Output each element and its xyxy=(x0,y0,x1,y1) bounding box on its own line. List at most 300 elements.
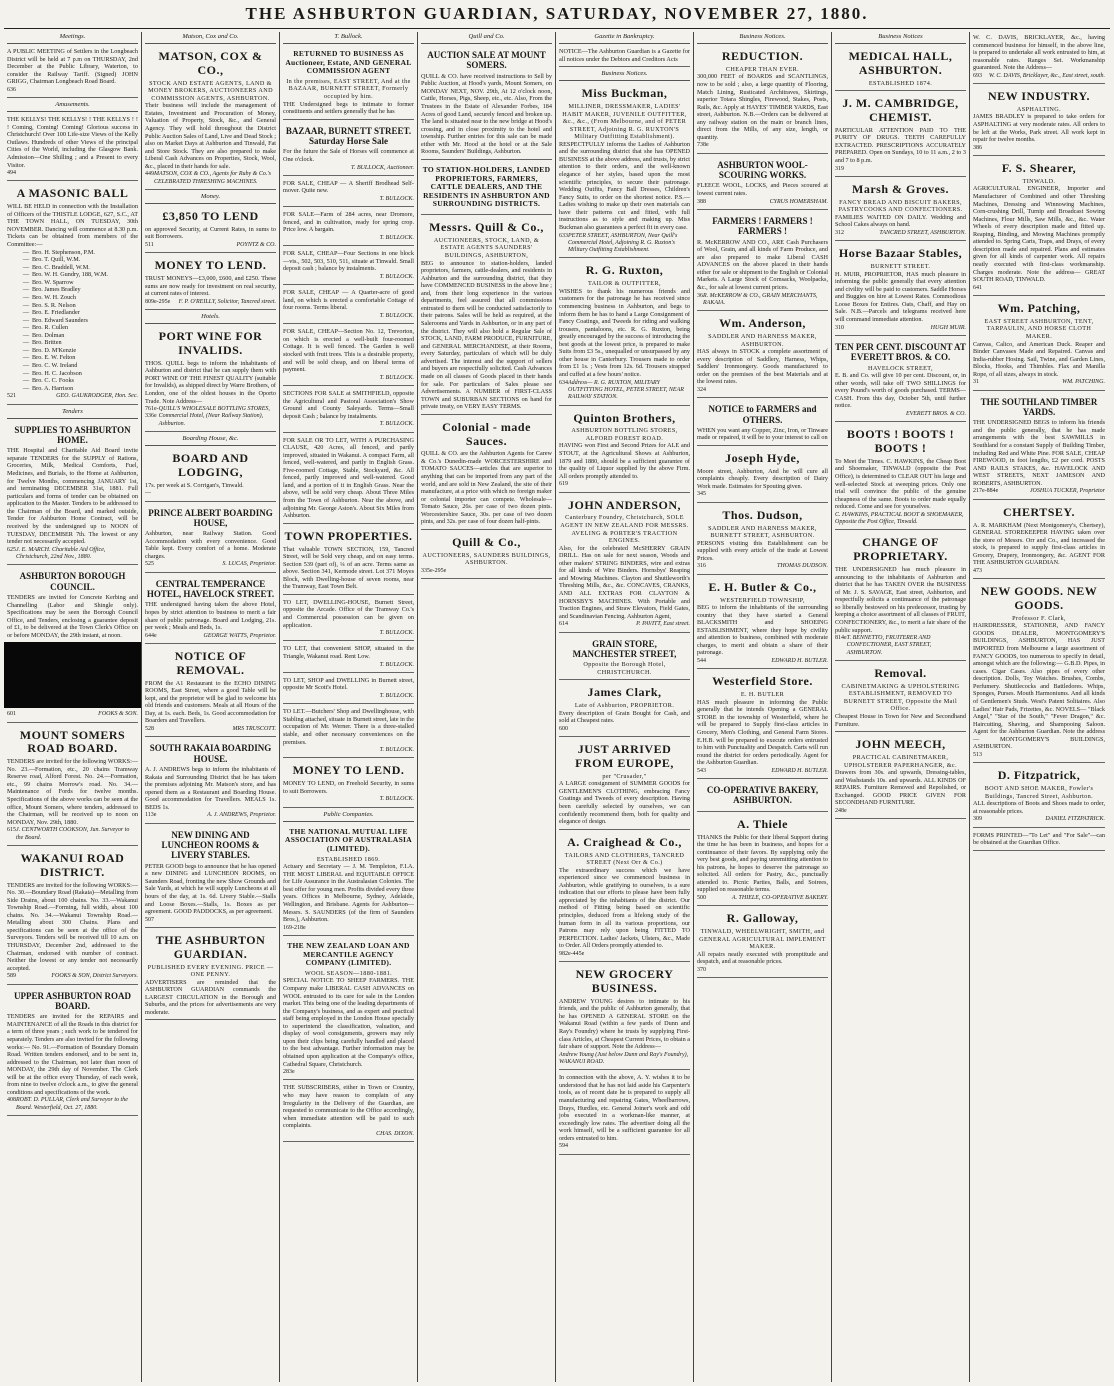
advertisement xyxy=(7,46,138,98)
ad-headline: THE SOUTHLAND TIMBER YARDS. xyxy=(980,396,1098,417)
ad-headline: CO-OPERATIVE BAKERY, ASHBURTON. xyxy=(706,785,819,806)
ad-signature: S. LUCAS, Proprietor. xyxy=(222,561,276,568)
ad-signature: T. BULLOCK. xyxy=(379,374,414,381)
ad-reference: 641 xyxy=(973,284,982,291)
list-item-text: Bro. W. Sparrow xyxy=(32,278,74,286)
list-bullet: — xyxy=(22,286,29,294)
ad-footer xyxy=(835,635,966,657)
advertisement xyxy=(421,46,552,160)
ad-footer xyxy=(835,411,966,418)
ad-subheading: Opposite the Borough Hotel, CHRISTCHURCH. xyxy=(583,661,666,676)
ad-signature: J. CENTWORTH COOKSON, Jun. Surveyor to the Board. xyxy=(16,827,130,841)
ad-footer xyxy=(559,380,690,402)
column-section-heading: T. Bullock. xyxy=(283,32,414,44)
ad-subheading: HAVELOCK STREET, xyxy=(868,364,933,372)
ad-footer xyxy=(559,726,690,733)
ad-footer xyxy=(283,693,414,700)
list-bullet: — xyxy=(22,339,29,347)
ad-signature: MRS TRUSCOTT. xyxy=(232,725,276,732)
ad-body: H. MUIR, PROPRIETOR, HAS much pleasure in informing the public generally that every attention and civility will be paid to customers. Saddle Horses and Buggies on hire at Lowest Rates. Commodious Loose Boxes for Entires. Oats, Chaff, and Hay on Sale. N.B.—Parcels and telegrams received here will command immediate attention. xyxy=(835,270,966,323)
ad-body: HAVING won First and Second Prizes for ALE and STOUT, at the Agricultural Shows at Ashburton, 1879 and 1880, should be a sufficient guarantee of the quality of Liquor supplied by the above Firm. All orders promptly attended to. xyxy=(559,442,690,480)
ad-footer xyxy=(697,563,828,570)
column-section-heading: Quill and Co. xyxy=(421,32,552,44)
ad-body: HAS always in STOCK a complete assortment of every description of Saddlery, Harness, Whips, Saddlers' Ironmongery. Goods manufactured to order on the premises of the best Materials and at the lowest rates. xyxy=(697,348,828,386)
advertisement xyxy=(973,158,1105,296)
ad-headline: THE NATIONAL MUTUAL LIFE ASSOCIATION OF AUSTRALASIA (LIMITED). xyxy=(285,826,412,853)
ad-signature: T. BULLOCK. xyxy=(379,421,414,428)
ad-body: FOR SALE, CHEAP — A Quarter-acre of good land, on which is erected a comfortable Cottage of four rooms. Terms liberal. xyxy=(283,289,414,312)
ad-body: TO LET, DWELLING-HOUSE, Burnett Street, opposite the Arcade. Office of the Tramway Co.'s and Commercial possession can be given on application. xyxy=(283,598,414,629)
advertisement xyxy=(835,46,966,91)
ad-body: WHEN you want any Copper, Zinc, Iron, or Tinware made or repaired, it will be to your interest to call on xyxy=(697,426,828,442)
list-item xyxy=(7,362,138,370)
list-item xyxy=(7,385,138,393)
ad-body: THE KELLYS! THE KELLYS! ! THE KELLYS ! ! ! Coming, Coming! Coming! Glorious success in Christchurch! Over 100 Life-size Views of the Kelly Outlaws. Hundreds of other Views of the principal Cities of the World, including the Glasgow Bank. Admission—One Shilling ; and a Present to every Visitor. xyxy=(7,116,138,169)
ad-headline: NEW INDUSTRY. xyxy=(987,89,1091,104)
ad-reference: 600 xyxy=(559,725,568,732)
column-3 xyxy=(280,32,418,1382)
ad-body: PERSONS visiting this Establishment can be supplied with every article of the trade at Lowest Prices. xyxy=(697,539,828,562)
ad-subheading: CHEAPER THAN EVER. xyxy=(725,65,800,73)
ad-footer xyxy=(283,375,414,382)
advertisement xyxy=(973,502,1105,579)
ad-footer xyxy=(145,917,276,924)
ad-signature: A. THIELE, CO-OPERATIVE BAKERY. xyxy=(731,895,828,902)
section-heading: Money. xyxy=(145,192,276,204)
list-item-text: Bro. W. H. Gundry, 188, W.M. xyxy=(32,271,108,279)
list-item xyxy=(7,271,138,279)
list-bullet: — xyxy=(22,362,29,370)
list-bullet: — xyxy=(22,346,29,354)
advertisement xyxy=(145,575,276,644)
ad-body: FOR SALE—Farm of 284 acres, near Dromore, fenced, and in cultivation, ready for spring crop. Price low. A bargain. xyxy=(283,211,414,234)
ad-headline: NOTICE OF REMOVAL. xyxy=(174,649,247,677)
ad-signature: GEO. GAUKRODGER, Hon. Sec. xyxy=(56,393,138,400)
ad-body: FAMILIES WAITED ON DAILY. Wedding and School Cakes always on hand. xyxy=(835,213,966,229)
advertisement xyxy=(283,209,414,246)
ad-footer xyxy=(973,816,1105,823)
advertisement xyxy=(283,526,414,595)
ad-footer xyxy=(559,621,690,628)
list-item-text: Bro. Edward Saunders xyxy=(32,316,88,324)
ad-body: THE UNDERSIGNED BEGS to inform his friends and the public generally, that he has made arrangements with the best SAWMILLS in Southland for a constant Supply of Building Timber, including Red and White Pine. FOR SALE, CHEAP FIREWOOD, in foot lengths, £2 per cord. POSTS AND RAILS STAKES, &c. HAVELOCK AND WEST STREETS, NEXT JAMESON AND ROBERTS, ASHBURTON. xyxy=(973,419,1105,487)
section-heading: Tenders xyxy=(7,407,138,419)
section-heading: Boarding House, &c. xyxy=(145,434,276,446)
ad-headline: NEW GROCERY BUSINESS. xyxy=(575,967,674,995)
ad-headline: D. Fitzpatrick, xyxy=(997,768,1081,783)
ad-subheading: Canterbury Foundry, Christchurch, SOLE AGENT IN NEW ZEALAND FOR MESSRS. AVELING & PORTER'S TRACTION ENGINES. xyxy=(560,514,689,545)
ad-headline: A MASONIC BALL xyxy=(16,186,129,201)
ad-signature: C. HAWKINS, PRACTICAL BOOT & SHOEMAKER, Opposite the Post Office, Tinwald. xyxy=(835,511,964,526)
ad-footer xyxy=(283,796,414,803)
advertisement xyxy=(559,739,690,830)
ad-footer xyxy=(145,242,276,249)
ad-reference: 473 xyxy=(973,567,982,574)
ad-footer xyxy=(835,512,966,527)
advertisement xyxy=(697,505,828,575)
ad-signature: PETER STREET, ASHBURTON, Near Quill's Commercial Hotel, Adjoining R. G. Ruxton's Military Outfitting Establishment. xyxy=(568,232,678,254)
list-item-text: Bro. Britten xyxy=(32,339,62,347)
committee-list xyxy=(7,249,138,393)
ad-headline: ASHBURTON BOROUGH COUNCIL. xyxy=(19,571,126,592)
column-6 xyxy=(694,32,832,1382)
ad-subheading: ASPHALTING. xyxy=(1016,105,1062,113)
ad-reference: 982e-445e xyxy=(559,950,585,957)
ad-footer xyxy=(697,491,828,498)
ad-signature: EDWARD H. BUTLER. xyxy=(771,767,828,774)
advertisement xyxy=(7,567,138,722)
list-item xyxy=(7,332,138,340)
ad-signature: J. E. MARCH. Charitable Aid Office, Christchurch, 22nd Nov., 1880. xyxy=(16,546,106,560)
ad-footer xyxy=(283,747,414,754)
ad-body: FOR SALE, CHEAP — A Sheriff Brodhead Self-mover. Quite new. xyxy=(283,179,414,195)
ad-headline: TO STATION-HOLDERS, LANDED PROPRIETORS, FARMERS, CATTLE DEALERS, AND THE RESIDENTS IN ASHBURTON AND SURROUNDING DISTRICTS. xyxy=(422,164,551,209)
list-item xyxy=(7,309,138,317)
ad-reference: — xyxy=(145,490,151,497)
advertisement xyxy=(7,848,138,985)
advertisement xyxy=(973,393,1105,500)
ad-headline: Colonial - made Sauces. xyxy=(442,419,531,448)
advertisement xyxy=(283,435,414,524)
ad-footer xyxy=(835,166,966,173)
advertisement xyxy=(559,964,690,1070)
ad-subheading: WESTERFIELD TOWNSHIP, xyxy=(720,596,805,604)
ad-headline: Joseph Hyde, xyxy=(725,451,800,465)
list-item xyxy=(7,294,138,302)
ad-reference: 636 xyxy=(7,86,16,93)
ad-footer xyxy=(283,662,414,669)
ad-body: TENDERS are invited for the following WORKS:— No. 30.—Boundary Road (Rakaia)—Metalling from Side Drains, about 100 chains. No. 33.—Wakanui Township Road.—Forming, full width, about 100 chains. No. 34.—Wakanui Township Road.—Metalling about 300 Chains. Plans and specifications can be seen at the office of the Surveyors. Tenders will be received till 10 a.m. on THURSDAY, December 2nd, addressed to the Chairman, endorsed with number of contract. Neither the lowest or any tender not necessarily accepted. xyxy=(7,881,138,972)
list-bullet: — xyxy=(22,354,29,362)
ad-headline: Westerfield Store. xyxy=(712,674,813,689)
ad-headline: Removal. xyxy=(874,666,927,680)
ad-subheading: AUCTIONEERS, SAUNDERS BUILDINGS, ASHBURTON. xyxy=(422,551,551,567)
ad-reference: 388 xyxy=(697,198,706,205)
ad-reference: 634 xyxy=(559,379,568,386)
section-heading: Hotels. xyxy=(145,312,276,324)
ad-signature: TANCRED STREET, ASHBURTON. xyxy=(879,229,966,236)
ad-subheading: Professor F. Clark, xyxy=(1012,614,1066,622)
list-bullet: — xyxy=(22,377,29,385)
ad-headline: Quinton Brothers, xyxy=(573,410,676,425)
ad-headline: PORT WINE FOR INVALIDS. xyxy=(158,329,263,357)
advertisement xyxy=(559,46,690,67)
ad-body: Cheapest House in Town for New and Secondhand Furniture. xyxy=(835,713,966,728)
ad-headline: MATSON, COX & CO., xyxy=(158,49,263,77)
ad-body: FLEECE WOOL, LOCKS, and Pieces scoured at lowest current rates. xyxy=(697,182,828,198)
ad-headline: RETURNED TO BUSINESS AS Auctioneer, Estate, AND GENERAL COMMISSION AGENT xyxy=(285,49,412,76)
ad-body: FOR SALE, CHEAP—Section No. 12, Trevorton, on which is erected a well-built four-roomed Cottage. It is well fenced. The Garden is well stocked with fruit trees. This is a desirable property, and will be sold cheap, and on liberal terms of payment. xyxy=(283,328,414,374)
ad-signature: JOSHUA TUCKER, Proprietor xyxy=(1029,488,1105,495)
ad-subheading: PRACTICAL CABINETMAKER, UPHOLSTERER PAPERHANGER, &c. xyxy=(843,753,958,769)
advertisement xyxy=(559,260,690,405)
ad-reference: 615 xyxy=(7,827,16,834)
ad-reference: 525 xyxy=(145,561,154,568)
list-bullet: — xyxy=(22,263,29,271)
advertisement xyxy=(283,248,414,285)
ad-reference: 500 xyxy=(697,895,706,902)
ad-body: ALL descriptions of Boots and Shoes made to order, at reasonable prices. xyxy=(973,800,1105,815)
column-2 xyxy=(142,32,280,1382)
ad-signature: GEORGE WATTS, Proprietor. xyxy=(203,632,276,639)
ad-reference: 345 xyxy=(697,491,706,498)
advertisement xyxy=(973,86,1105,156)
ad-footer xyxy=(7,547,138,562)
ad-signature: Address— R. G. RUXTON, MILITARY OUTFITTING HOTEL, PETER STREET, NEAR RAILWAY STATION. xyxy=(568,379,684,401)
list-item-text: Bro. H. C. Jacobson xyxy=(32,369,82,377)
list-item-text: Bro. Dolman xyxy=(32,331,65,339)
ad-reference: 761e-336e xyxy=(145,406,159,420)
list-item-text: Bro. C. W. Ireland xyxy=(32,362,78,370)
advertisement xyxy=(559,832,690,962)
ad-body: QUILL & CO. are the Ashburton Agents for Carew & Co.'s Dunedin-made WORCESTERSHIRE and TOMATO SAUCES—articles that are superior to anything that can be imported from any part of the world, and are sold in New Zealand, the site of their manufacture, at a price with which no foreign maker or colonial importer can compete. Wholesale—Tomato Sauce, 26s. per case of two dozen pints. Worcestershire Sauce, 30s. per case of two dozen pints, and 32s. per case of four dozen half-pints. xyxy=(421,450,552,526)
ad-footer xyxy=(283,235,414,242)
advertisement xyxy=(145,448,276,501)
ad-headline: MONEY TO LEND. xyxy=(292,763,405,778)
ad-subheading: TINWALD, WHEELWRIGHT, SMITH, and GENERAL AGRICULTURAL IMPLEMENT MAKER. xyxy=(699,928,826,951)
ad-footer xyxy=(421,568,552,575)
ad-body: PETER GOOD begs to announce that he has opened a new DINING and LUNCHEON ROOMS, on Saunders Road, fronting the new Show Grounds and Sale Yards, at which he will supply Luncheons at all hours of the day, at 1s. 6d. Livery Stable.—Stalls and Loose Boxes.—Stalls, 1s. Boxes as per agreement. GOOD PADDOCKS, as per agreement. xyxy=(145,862,276,916)
advertisement xyxy=(145,826,276,928)
ad-reference: 521 xyxy=(7,393,16,400)
ad-body: R. McKERROW AND CO., ARE Cash Purchasers of Wool, Grain, and all kinds of Farm Produce, and are also prepared to make Liberal CASH ADVANCES on the above placed in their hands either for sale or shipment to the English or Colonial Markets. A Large Stock of Cornsacks, Woolpacks, &c., for sale at lowest current prices. xyxy=(697,238,828,291)
ad-headline: JOHN MEECH, xyxy=(855,737,946,752)
advertisement xyxy=(283,178,414,207)
advertisement xyxy=(283,938,414,1081)
ad-headline: BAZAAR, BURNETT STREET. Saturday Horse Sale xyxy=(285,125,412,147)
advertisement xyxy=(145,930,276,1021)
ad-headline: SUPPLIES TO ASHBURTON HOME. xyxy=(14,424,131,445)
advertisement xyxy=(421,162,552,215)
ad-subheading: TAILOR & OUTFITTER, xyxy=(588,280,661,288)
advertisement xyxy=(421,532,552,579)
advertisement xyxy=(697,212,828,311)
ad-reference: 693 xyxy=(973,72,982,79)
ad-body: BEG to announce to station-holders, landed proprietors, farmers, cattle-dealers, and residents in Ashburton and the surrounding district, that they have COMMENCED BUSINESS in the above line ; and, from their long experience in the various departments, feel assured that all commissions entrusted to them will be conducted satisfactorily to their patrons. Sales will be held as required, at the Salerooms and Yards in Ashburton, or in any part of the district. They will also hold a Regular Sale of STOCK, LAND, FARM PRODUCE, FURNITURE, and GENERAL MERCHANDISE, at their Rooms, every Saturday, particulars of which will be duly advertised. The interest and the support of sellers and buyers are respectfully solicited. Cash Advances made on all classes of Goods placed in their hands for sale. For particulars of Sales please see Advertisements. A NUMBER of FIRST-CLASS TOWN and SUBURBAN SECTIONS on hand for private treaty, on VERY EASY TERMS. xyxy=(421,259,552,411)
ad-headline: MOUNT SOMERS ROAD BOARD. xyxy=(19,727,126,756)
ad-reference: 248e xyxy=(835,807,847,814)
ad-body: Every description of Grain Bought for Cash, and sold at Cheapest rates. xyxy=(559,709,690,725)
list-bullet: — xyxy=(22,316,29,324)
advertisement xyxy=(283,643,414,672)
ad-headline: Quill & Co., xyxy=(452,534,521,549)
ad-body: QUILL & CO. have received instructions to Sell by Public Auction, at Hood's yards, Mount Somers, on MONDAY NEXT, NOV. 29th, At 12 o'clock noon, Cattle, Horses, Pigs, Sheep, etc., etc. Also, From the Trustees in the Estate of Alexander Forbes, 184 Acres of good Land, securely fenced and broken up. The land is situated near to the new bridge at Hood's crossing, and in close proximity to the hotel and township. Further entries for this sale can be made either with Mr. Hood at the hotel or at the Sale Rooms, Saunders' Buildings, Ashburton. xyxy=(421,72,552,156)
ad-body: JAMES BRADLEY is prepared to take orders for ASPHALTING at very moderate rates. All orders to be left at the Works, Park street. All work kept in repair for twelve months. xyxy=(973,113,1105,144)
ad-body: 17s. per week at S. Corrigan's, Tinwald. xyxy=(145,481,244,489)
ad-headline: Wm. Patching, xyxy=(997,301,1081,316)
ad-headline: R. Galloway, xyxy=(726,911,799,926)
ad-reference: 408 xyxy=(7,1097,16,1104)
list-item-text: Bro. A. Harrison xyxy=(32,384,74,392)
ad-headline: NEW DINING AND LUNCHEON ROOMS & LIVERY STABLES. xyxy=(161,829,260,861)
ad-headline: TEN PER CENT. DISCOUNT AT EVERETT BROS. & CO. xyxy=(835,341,966,363)
ad-signature: T. BULLOCK. xyxy=(379,312,414,319)
ad-footer xyxy=(835,808,966,815)
ad-signature: EDWARD H. BUTLER. xyxy=(771,658,828,665)
advertisement xyxy=(973,581,1105,763)
advertisement xyxy=(835,734,966,819)
section-heading: Business Notices. xyxy=(559,69,690,81)
ad-body: TENDERS are invited for Concrete Kerbing and Channelling (Labor and Shingle only). Specifications may be seen the Borough Council Office, and Tenders, enclosing a guarantee deposit of £1, to be delivered at the Town Clerk's Office on or before MONDAY, the 29th instant, at noon. xyxy=(7,593,138,639)
ad-subheading: Late of Ashburton, PROPRIETOR. xyxy=(574,702,675,710)
ad-subheading: BOOT AND SHOE MAKER, Fowler's Buildings, Tancred Street, Ashburton. xyxy=(984,785,1094,800)
ad-footer xyxy=(559,1143,690,1150)
ad-subheading: CABINETMAKING & UPHOLSTERING ESTABLISHMENT, REMOVED TO BURNETT STREET, Opposite the Mail Office. xyxy=(841,682,960,713)
ad-body: Their business will include the management of Estates, Investment and Procuration of Money, Valuation of Property, Stock, &c., and General Agency. They will hold throughout the District Public Auction Sales of Land, Live and Dead Stock ; also on Market Days at Ashburton and Tinwald, Fat and Store Stock. They are also prepared to make Liberal Cash Advances on Properties, Stock, Wool, &c., placed in their hands for sale. xyxy=(145,102,276,170)
ad-signature: FOOKS & SON. xyxy=(98,711,138,718)
ad-footer xyxy=(973,379,1105,386)
ad-signature: QUILL'S WHOLESALE BOTTLING STORES, Commercial Hotel, (Near Railway Station), Ashburton. xyxy=(158,406,270,427)
ad-reference: 614 xyxy=(559,621,568,628)
ad-headline: JUST ARRIVED FROM EUROPE, xyxy=(575,742,674,770)
ad-headline: BOOTS ! BOOTS ! BOOTS ! xyxy=(846,427,955,456)
ad-body: W. C. DAVIS, BRICKLAYER, &c., having commenced business for himself, in the above line, is prepared to undertake all work entrusted to him, at reasonable rates. Ranges Set. Workmanship guaranteed. Note the Address— xyxy=(973,34,1105,72)
list-bullet: — xyxy=(22,248,29,256)
ad-reference: 217e-884e xyxy=(973,488,999,495)
ad-body: RESPECTFULLY informs the Ladies of Ashburton and the surrounding district that she has OPENED BUSINESS at the above address, and trusts, by strict attention to their orders, and the well-known elegance of her styles, based upon the most scientific principles, to secure their patronage. Wedding Outfits, Fancy Ball Dresses, Children's Fancy Suits, to order on the shortest notice. P.S.—Ladies wishing to make up their own materials can have their patterns cut and fitted, with full instructions as to style and making up. Miss Buckman also guarantees a perfect fit in every case. xyxy=(559,140,690,231)
list-item-text: Bro. C. C. Fooks xyxy=(32,377,74,385)
ad-reference: 644e xyxy=(145,632,157,639)
ad-footer xyxy=(973,488,1105,495)
ad-signature: HUGH MUIR. xyxy=(930,324,966,331)
ad-headline: THE ASHBURTON GUARDIAN. xyxy=(155,932,266,961)
redaction-block xyxy=(4,642,141,708)
ad-footer xyxy=(145,299,276,306)
ad-subheading: WOOL SEASON—1880-1881. xyxy=(304,969,393,977)
ad-signature: T. BULLOCK. xyxy=(379,796,414,803)
column-7 xyxy=(832,32,970,1382)
list-bullet: — xyxy=(22,331,29,339)
ad-headline: JOHN ANDERSON, xyxy=(567,497,681,512)
advertisement xyxy=(7,183,138,404)
ad-body: HAIRDRESSER, STATIONER, AND FANCY GOODS DEALER, MONTGOMERY'S BUILDINGS, ASHBURTON, HAS JUST IMPORTED from Melbourne a large assortment of FANCY GOODS, too numerous to specify in detail, amongst which are the following:— G.B.D. Pipes, in cases. Cigar Cases. Also pipes of every other description. Dolls, Toy Watches. Brushes, Combs, Perfumery. Shuttlecocks and Battledores. Whips, Sponges, Purses. Mouth Harmoniums. And all kinds of Gentlemen's Studs. West's Patent Solitaires. Also Ladies' Hair Pads, Frizettes, &c. NOVELS— "Black Angel," "Star of the South," "Fever Dragon," &c. Haircutting, Shaving, and Shampooing Saloon. Agent for the Ashburton Guardian. Note the address— MONTGOMERY'S BUILDINGS, ASHBURTON. xyxy=(973,622,1105,751)
advertisement xyxy=(559,1072,690,1154)
ad-signature: T. BULLOCK. xyxy=(379,630,414,637)
list-item xyxy=(7,256,138,264)
advertisement xyxy=(283,287,414,324)
ad-footer xyxy=(7,827,138,842)
ad-reference: 544 xyxy=(697,658,706,665)
list-item-text: Bro. James Bradley xyxy=(32,286,81,294)
ad-footer xyxy=(283,196,414,203)
ad-body: FROM the A1 Restaurant to the ECHO DINING ROOMS, East Street, where a good Table will be kept, and the proprietor will be glad to welcome his old friends and customers. Meals at all Hours of the Day, at 1s. each. Beds, 1s. Good accommodation for Boarders and Travellers. xyxy=(145,679,276,725)
ad-subheading: BURNETT STREET. xyxy=(870,263,931,271)
ad-subheading: MILLINER, DRESSMAKER, LADIES' HABIT MAKER, JUVENILE OUTFITTER, &c., &c., (From Melbourne, and of PETER STREET, Adjoining R. G. RUXTON'S Military Outfitting Establishment). xyxy=(562,102,687,141)
ad-footer xyxy=(283,313,414,320)
ad-reference: 494 xyxy=(7,170,16,177)
list-item xyxy=(7,354,138,362)
ad-headline: CHANGE OF PROPRIETARY. xyxy=(853,535,948,564)
ad-body: ANDREW YOUNG desires to intimate to his friends, and the public of Ashburton generally, that he has OPENED A GENERAL STORE on the Wakanui Road (within a few yards of Dunn and Ray's Foundry) where he trusts by supplying First-class Articles, at Cheapest Current Prices, to obtain a fair share of support. Note the Address— xyxy=(559,997,690,1051)
advertisement xyxy=(559,635,690,681)
section-heading: Amusements. xyxy=(7,100,138,112)
ad-reference: 386 xyxy=(973,144,982,151)
ad-footer xyxy=(145,812,276,819)
list-item xyxy=(7,347,138,355)
ad-signature: A. J. ANDREWS, Proprietor. xyxy=(207,812,276,819)
ad-body: THOS. QUILL begs to inform the inhabitants of Ashburton and district that he can supply them with PORT WINE OF THE FINEST QUALITY (suitable for Invalids), as shipped direct by Warre Brothers, of London, one of the oldest houses in the Oporto Trade. Note Address— xyxy=(145,359,276,405)
list-bullet: — xyxy=(22,293,29,301)
advertisement xyxy=(7,987,138,1117)
ad-reference: 513 xyxy=(973,751,982,758)
ad-subheading: per "Crusader," xyxy=(602,772,647,780)
ad-reference: 809e-295e xyxy=(145,298,171,305)
advertisement xyxy=(145,326,276,432)
ad-headline: UPPER ASHBURTON ROAD BOARD. xyxy=(13,990,132,1011)
list-item xyxy=(7,249,138,257)
advertisement xyxy=(283,824,414,936)
ad-reference: 511 xyxy=(145,241,154,248)
list-item xyxy=(7,317,138,325)
ad-body: WISHES to thank his numerous friends and customers for the patronage he has received since commencing business in Ashburton, and begs to inform them he has to hand a Large Consignment of Fancy Coatings, and Tweeds for riding and walking trousers, pantaloons, etc. R. G. Ruxton, being greatly encouraged by the success of introducing the best goods at the lowest price, is prepared to make Suits from £3 5s., unequalled or unsurpassed by any other house in Canterbury. Trousers made to order from £1 1s. ; Vests from 12s. 6d. Trousers strapped and cuffed at a few hours' notice. xyxy=(559,287,690,379)
ad-headline: Messrs. Quill & Co., xyxy=(429,220,544,235)
ad-subheading: TINWALD. xyxy=(1022,177,1056,185)
advertisement xyxy=(283,388,414,433)
advertisement xyxy=(697,400,828,446)
advertisement xyxy=(145,739,276,823)
advertisement xyxy=(697,577,828,670)
list-bullet: — xyxy=(22,309,29,317)
ad-subheading: AUCTIONEERS, STOCK, LAND, & ESTATE AGENTS SAUNDERS' BUILDINGS, ASHBURTON, xyxy=(433,236,540,259)
ad-footer xyxy=(283,1069,414,1076)
ad-reference: 316 xyxy=(697,563,706,570)
ad-reference: 528 xyxy=(145,725,154,732)
list-item-text: Bro. C. Braddell, W.M. xyxy=(32,263,90,271)
ad-footer xyxy=(283,925,414,932)
list-item xyxy=(7,286,138,294)
list-bullet: — xyxy=(22,271,29,279)
ad-reference: 633 xyxy=(559,232,568,239)
column-section-heading: Meetings. xyxy=(7,32,138,44)
ad-footer xyxy=(697,895,828,902)
list-item xyxy=(7,302,138,310)
ad-signature: T. BULLOCK. xyxy=(379,661,414,668)
ad-headline: ASHBURTON WOOL-SCOURING WORKS. xyxy=(717,159,808,181)
list-bullet: — xyxy=(22,369,29,377)
ad-body: TO LET.—Butchers' Shop and Dwellinghouse, with Stabling attached, situate in Burnett street, late in the occupation of Mr. Werner. There is a three-stalled stable, and other necessary conveniences on the premises. xyxy=(283,708,414,746)
ad-footer xyxy=(145,633,276,640)
ad-body: THE Undersigned begs to intimate to former constituents and settlers generally that he has xyxy=(283,100,414,116)
advertisement xyxy=(283,122,414,176)
ad-headline: Thos. Dudson, xyxy=(722,507,803,522)
column-section-heading: Business Notices. xyxy=(697,32,828,44)
ad-reference: 309 xyxy=(973,816,982,823)
ad-signature: W. C. DAVIS, Bricklayer, &c., East street, south. xyxy=(988,72,1105,79)
ad-subheading: STOCK AND ESTATE AGENTS, LAND & MONEY BROKERS, AUCTIONEERS AND COMMISSION AGENTS, ASHBURTON. xyxy=(148,79,273,102)
ad-signature: T. BULLOCK. xyxy=(379,273,414,280)
ad-body: WILL BE HELD in connection with the Installation of Officers of the THISTLE LODGE, 627, S.C., AT THE TOWN HALL, ON TUESDAY, 30th NOVEMBER. Dancing will commence at 8.30 p.m. Tickets can be obtained from members of the Committee:— xyxy=(7,203,138,249)
column-section-heading: Matson, Cox and Co. xyxy=(145,32,276,44)
ad-body: THE SUBSCRIBERS, either in Town or Country, who may have reason to complain of any Irregularity in the Delivery of the Guardian, are requested to communicate to the Office accordingly, when immediate attention will be paid to such complaints. xyxy=(283,1084,414,1130)
ad-footer xyxy=(697,768,828,775)
ad-signature: P. PAVITT, East street. xyxy=(636,621,690,628)
ad-footer xyxy=(7,87,138,94)
list-bullet: — xyxy=(22,384,29,392)
ad-reference: 543 xyxy=(697,767,706,774)
ad-headline: CHERTSEY. xyxy=(1003,504,1075,519)
ad-headline: E. H. Butler & Co., xyxy=(708,579,817,594)
ad-reference: 594 xyxy=(559,1143,568,1150)
ad-headline: CENTRAL TEMPERANCE HOTEL, HAVELOCK STREET. xyxy=(146,578,275,600)
ad-footer xyxy=(835,230,966,237)
ad-body: THE undersigned having taken the above Hotel, hopes by strict attention to business to merit a fair share of public patronage. Board and Lodging, 21s. per week ; Meals and Beds, 1s. xyxy=(145,601,276,632)
ad-footer xyxy=(145,171,276,186)
advertisement xyxy=(559,408,690,493)
ad-footer xyxy=(283,274,414,281)
ad-signature: WM. PATCHING. xyxy=(1062,379,1105,386)
ad-reference: 814e xyxy=(835,635,847,642)
ad-footer xyxy=(145,490,276,497)
